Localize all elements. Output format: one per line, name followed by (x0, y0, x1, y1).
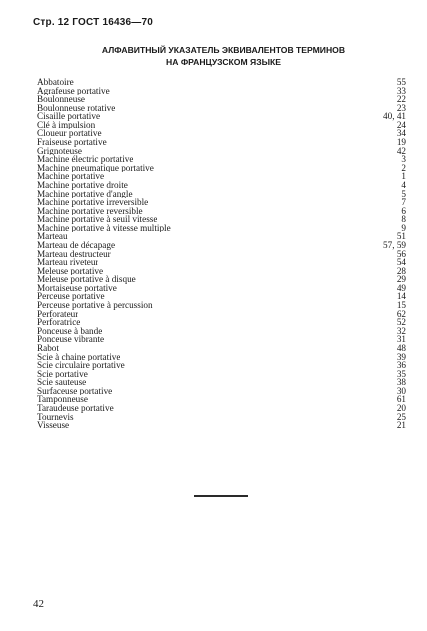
index-entry (37, 138, 406, 147)
index-term-number: 19 (396, 137, 406, 148)
index-title-line-2: НА ФРАНЦУЗСКОМ ЯЗЫКЕ (166, 57, 281, 67)
index-term-number: 23 (396, 102, 406, 113)
index-term: Boulonneuse rotative (37, 103, 116, 113)
index-entry (37, 267, 406, 276)
index-entry (37, 275, 406, 284)
closing-rule (194, 495, 248, 497)
index-term: Surfaceuse portative (37, 386, 113, 396)
index-entry (37, 241, 406, 250)
index-term-number: 5 (401, 188, 406, 199)
index-term-number: 61 (396, 394, 406, 405)
index-entry (37, 112, 406, 121)
index-term-number: 29 (396, 274, 406, 285)
index-term: Perceuse portative (37, 292, 105, 302)
index-term-number: 52 (396, 317, 406, 328)
index-term: Cloueur portative (37, 129, 102, 139)
index-term-number: 31 (396, 334, 406, 345)
index-entry (37, 164, 406, 173)
index-entry (37, 190, 406, 199)
index-term: Machine portative à vitesse multiple (37, 223, 171, 233)
index-entry (37, 292, 406, 301)
index-term: Machine électric portative (37, 155, 134, 164)
index-entry (37, 284, 406, 293)
index-entry (37, 198, 406, 207)
index-entry (37, 78, 406, 87)
index-term-number: 14 (396, 291, 406, 302)
index-term: Fraiseuse portative (37, 138, 107, 147)
index-entry (37, 215, 406, 224)
index-term-number: 7 (401, 197, 406, 208)
index-term-number: 56 (396, 248, 406, 259)
index-term: Scie sauteuse (37, 378, 87, 387)
index-entry (37, 129, 406, 138)
index-entry (37, 335, 406, 344)
index-term: Machine portative irreversible (37, 198, 149, 207)
index-term-number: 51 (396, 231, 406, 242)
index-entry (37, 250, 406, 259)
index-term-number: 42 (396, 145, 406, 156)
index-term-number: 8 (401, 214, 406, 225)
index-entry (37, 421, 406, 430)
index-term: Perceuse portative à percussion (37, 301, 153, 310)
index-term: Meleuse portative à disque (37, 275, 136, 284)
index-entry (37, 258, 406, 267)
index-term-number: 28 (396, 265, 406, 276)
index-term-number: 3 (401, 154, 406, 165)
index-term: Mortaiseuse portative (37, 283, 117, 293)
index-entry (37, 361, 406, 370)
index-term: Machine portative à seuil vitesse (37, 215, 158, 224)
index-term: Boulonneuse (37, 95, 85, 104)
index-term-number: 9 (401, 222, 406, 233)
index-term: Perforateur (37, 309, 79, 319)
index-term-number: 57, 59 (383, 239, 406, 250)
index-term-number: 1 (401, 171, 406, 182)
index-entry (37, 395, 406, 404)
running-head: Стр. 12 ГОСТ 16436—70 (33, 17, 153, 28)
index-term-number: 40, 41 (383, 111, 406, 122)
index-term-number: 4 (401, 179, 406, 190)
index-term: Marteau destructeur (37, 249, 111, 259)
index-entry (37, 327, 406, 336)
index-term-number: 49 (396, 282, 406, 293)
index-term: Scie portative (37, 369, 88, 379)
index-term: Rabot (37, 343, 59, 353)
index-term-number: 55 (396, 77, 406, 87)
index-term-number: 22 (396, 94, 406, 105)
index-entry (37, 378, 406, 387)
index-term: Abbatoire (37, 78, 74, 87)
index-term: Machine pneumatique portative (37, 163, 154, 173)
index-term-number: 62 (396, 308, 406, 319)
index-term: Machine portative reversible (37, 206, 143, 216)
index-term: Machine portative droite (37, 180, 128, 190)
index-term: Scie à chaine portative (37, 352, 121, 362)
index-entry (37, 404, 406, 413)
index-term: Ponceuse à bande (37, 326, 103, 336)
index-term: Cisaille portative (37, 112, 101, 121)
index-term-number: 35 (396, 368, 406, 379)
index-entry (37, 370, 406, 379)
index-entry (37, 155, 406, 164)
index-term: Tournevis (37, 412, 74, 422)
index-term-number: 33 (396, 85, 406, 96)
index-term: Agrafeuse portative (37, 86, 110, 96)
index-entry (37, 353, 406, 362)
index-entry (37, 181, 406, 190)
index-term: Meleuse portative (37, 266, 104, 276)
page-number: 42 (33, 598, 44, 610)
index-entry (37, 413, 406, 422)
index-term: Marteau (37, 232, 68, 241)
index-term-number: 25 (396, 411, 406, 422)
index-term: Scie circulaire portative (37, 361, 125, 370)
index-entry (37, 310, 406, 319)
index-term: Taraudeuse portative (37, 403, 114, 413)
index-term: Visseuse (37, 421, 70, 430)
index-term: Grignoteuse (37, 146, 82, 156)
index-entry (37, 87, 406, 96)
index-entry (37, 224, 406, 233)
index-term-number: 39 (396, 351, 406, 362)
index-term-number: 6 (401, 205, 406, 216)
index-term-number: 38 (396, 377, 406, 388)
index-entry (37, 387, 406, 396)
index-entry (37, 344, 406, 353)
index-term: Marteau de décapage (37, 240, 116, 250)
index-term: Machine portative (37, 172, 105, 181)
index-entry (37, 121, 406, 130)
term-index-list (37, 78, 406, 430)
index-term: Machine portative d'angle (37, 189, 133, 199)
index-term-number: 32 (396, 325, 406, 336)
index-term-number: 34 (396, 128, 406, 139)
index-term: Marteau riveteur (37, 258, 99, 267)
index-term-number: 2 (401, 162, 406, 173)
index-term-number: 30 (396, 385, 406, 396)
index-entry (37, 104, 406, 113)
index-term: Perforatrice (37, 318, 81, 327)
index-term: Clé à impulsion (37, 120, 96, 130)
index-term-number: 48 (396, 342, 406, 353)
index-entry (37, 232, 406, 241)
index-term-number: 20 (396, 402, 406, 413)
index-entry (37, 147, 406, 156)
index-entry (37, 95, 406, 104)
index-term-number: 24 (396, 119, 406, 130)
index-term-number: 54 (396, 257, 406, 268)
index-term-number: 21 (396, 420, 406, 431)
index-term: Tamponneuse (37, 395, 88, 404)
index-entry (37, 172, 406, 181)
index-term-number: 15 (396, 300, 406, 311)
index-term-number: 36 (396, 360, 406, 371)
index-title-line-1: АЛФАВИТНЫЙ УКАЗАТЕЛЬ ЭКВИВАЛЕНТОВ ТЕРМИНОВ (101, 45, 346, 55)
index-entry (37, 318, 406, 327)
index-term: Ponceuse vibrante (37, 335, 105, 344)
index-entry (37, 207, 406, 216)
index-entry (37, 301, 406, 310)
